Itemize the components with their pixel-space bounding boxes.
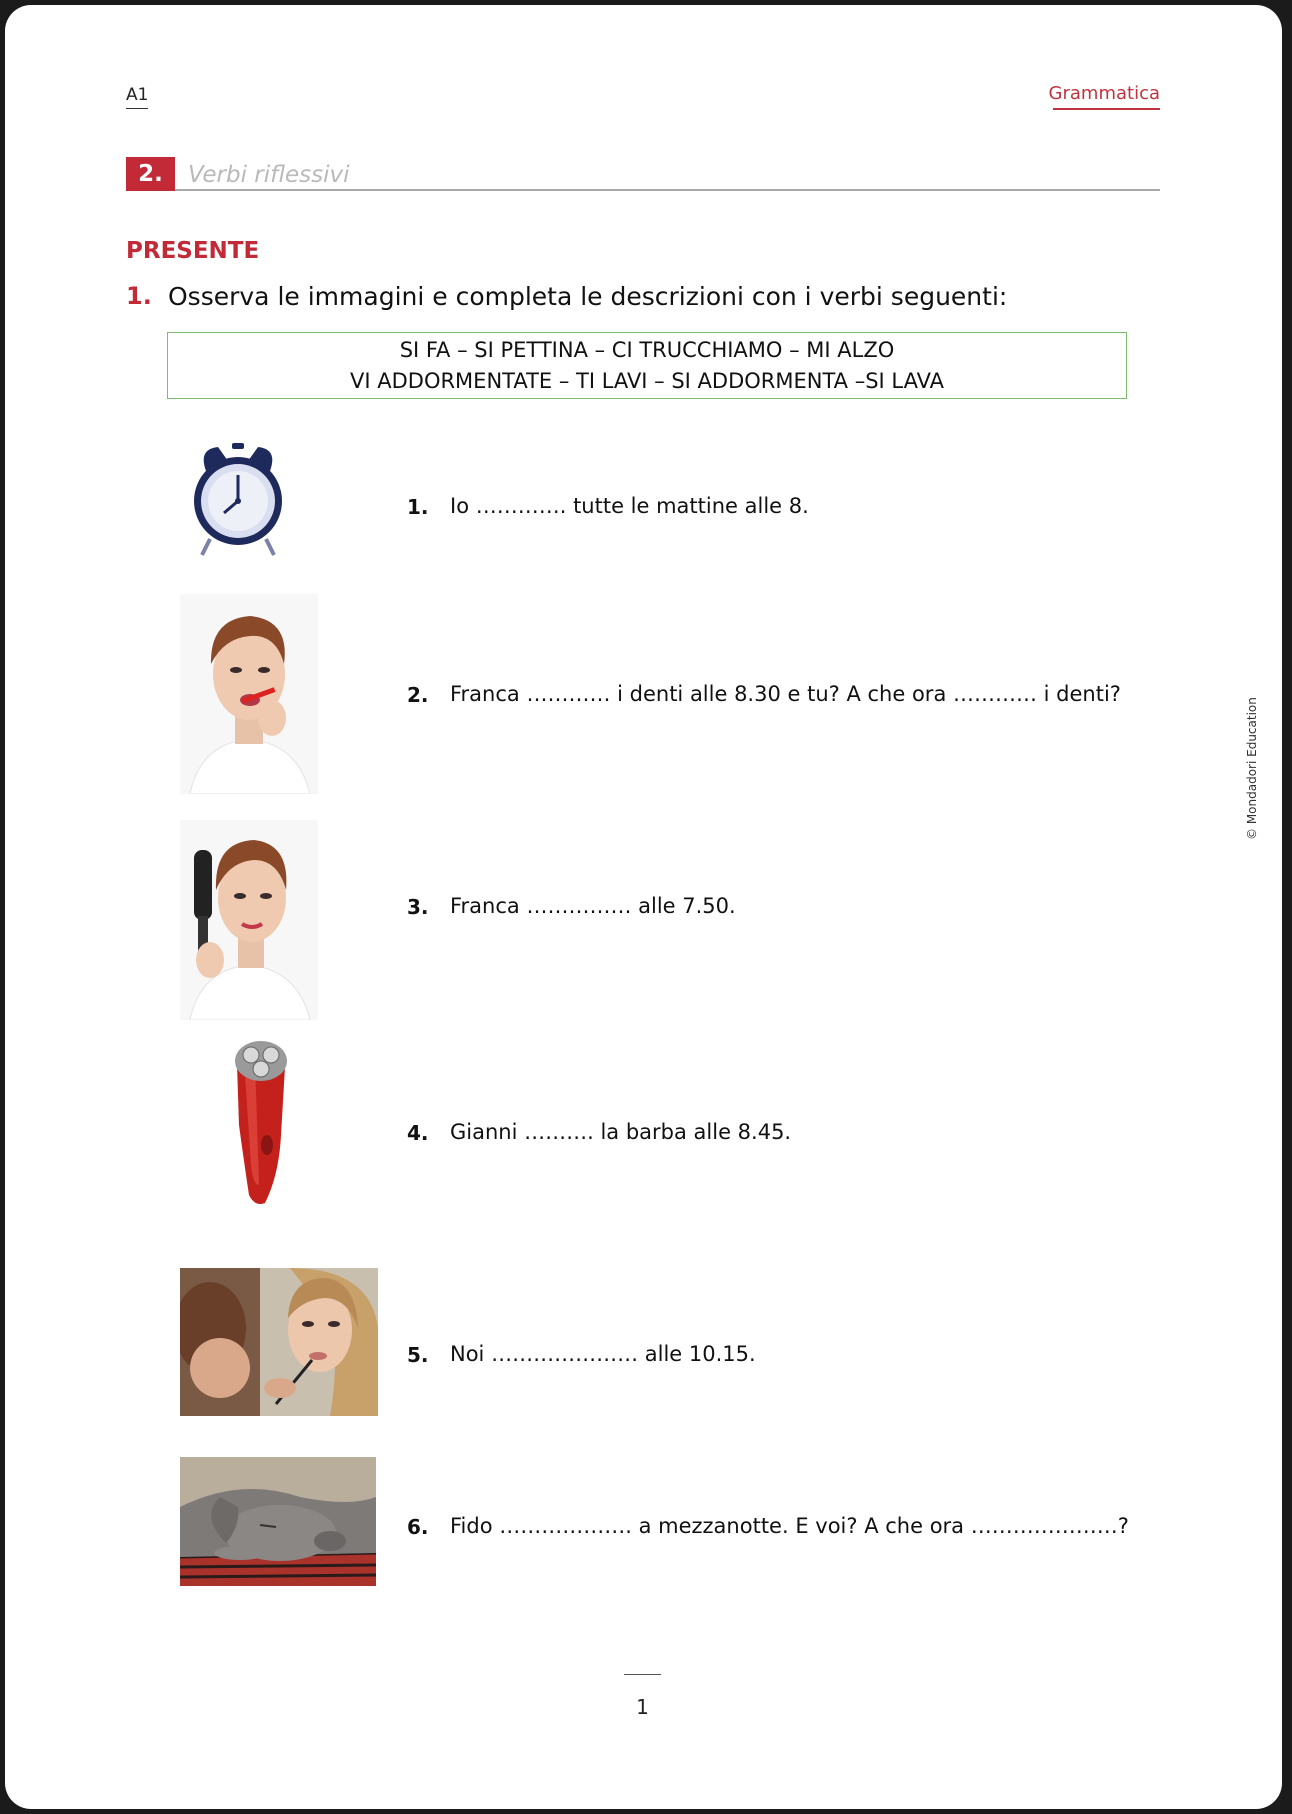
document-page <box>5 5 1282 1809</box>
unit-title: Verbi riflessivi <box>188 162 350 188</box>
verb-list-line-1: SI FA – SI PETTINA – CI TRUCCHIAMO – MI ALZO <box>399 338 895 362</box>
sleeping-dog-photo <box>180 1457 376 1586</box>
item-4-number: 4. <box>407 1121 429 1145</box>
woman-brushing-teeth-photo <box>180 594 318 794</box>
exercise-instruction: Osserva le immagini e completa le descrizioni con i verbi seguenti: <box>168 282 1008 311</box>
verb-list-line-2: VI ADDORMENTATE – TI LAVI – SI ADDORMENTA –SI LAVA <box>350 369 944 393</box>
makeup-photo <box>180 1268 378 1416</box>
page-number-rule <box>624 1674 661 1675</box>
level-label: A1 <box>126 85 149 105</box>
item-3-number: 3. <box>407 895 429 919</box>
item-6-number: 6. <box>407 1515 429 1539</box>
unit-number-badge: 2. <box>126 157 175 191</box>
exercise-number: 1. <box>126 282 152 310</box>
item-4-text: Gianni ………. la barba alle 8.45. <box>450 1120 792 1144</box>
item-5-text: Noi ………………… alle 10.15. <box>450 1342 756 1366</box>
page-number: 1 <box>636 1695 649 1719</box>
woman-combing-hair-photo <box>180 820 318 1020</box>
item-2-text: Franca ………… i denti alle 8.30 e tu? A che ora ………… i denti? <box>450 682 1121 706</box>
item-1-text: Io …………. tutte le mattine alle 8. <box>450 494 809 518</box>
section-label: Grammatica <box>1048 83 1160 104</box>
grammar-heading: PRESENTE <box>126 238 260 264</box>
electric-shaver-icon <box>215 1035 305 1210</box>
level-underline <box>126 108 148 109</box>
alarm-clock-icon <box>188 439 288 559</box>
copyright-notice: © Mondadori Education <box>1245 697 1259 840</box>
item-3-text: Franca …………… alle 7.50. <box>450 894 736 918</box>
item-2-number: 2. <box>407 683 429 707</box>
section-underline <box>1053 108 1160 110</box>
verb-list-box <box>167 332 1127 399</box>
item-6-text: Fido ………………. a mezzanotte. E voi? A che ora …………………? <box>450 1514 1129 1538</box>
item-5-number: 5. <box>407 1343 429 1367</box>
unit-title-rule <box>175 189 1160 191</box>
item-1-number: 1. <box>407 495 429 519</box>
